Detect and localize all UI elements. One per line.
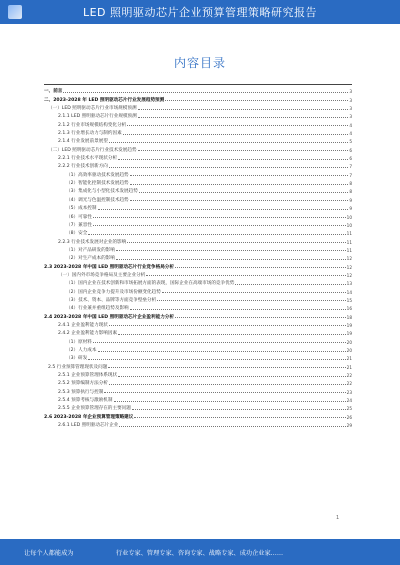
- toc-entry[interactable]: [44, 245, 352, 253]
- toc-leader-dots: [162, 292, 346, 293]
- toc-leader-dots: [63, 92, 348, 93]
- toc-entry-label: 2.5.4 预算考核与激励机制: [58, 398, 113, 404]
- toc-entry[interactable]: [44, 178, 352, 186]
- toc-entry-label: （3）技术、资本、品牌等方面竞争壁垒分析: [66, 297, 157, 303]
- toc-entry[interactable]: [44, 119, 352, 127]
- toc-entry-label: 2.6 2023-2028 年企业预算管理策略建议: [44, 414, 134, 420]
- toc-entry-label: （3）研发: [66, 356, 88, 362]
- toc-entry-page: 9: [349, 197, 352, 203]
- toc-entry[interactable]: [44, 270, 352, 278]
- toc-entry-page: 16: [346, 306, 352, 312]
- toc-entry-page: 20: [346, 348, 352, 353]
- toc-leader-dots: [118, 376, 346, 377]
- toc-entry-page: 9: [349, 206, 352, 212]
- toc-leader-dots: [127, 125, 348, 126]
- toc-leader-dots: [109, 384, 346, 385]
- toc-entry-page: 18: [346, 314, 352, 320]
- toc-leader-dots: [118, 159, 348, 160]
- toc-entry[interactable]: [44, 136, 352, 144]
- toc-leader-dots: [138, 117, 349, 118]
- toc-entry[interactable]: [44, 128, 352, 136]
- toc-entry-label: （6）可靠性: [66, 214, 92, 220]
- toc-leader-dots: [98, 209, 349, 210]
- toc-entry-label: 2.2.3 行业技术发展对企业的影响: [58, 239, 127, 245]
- toc-leader-dots: [235, 284, 345, 285]
- toc-leader-dots: [93, 217, 346, 218]
- toc-entry-label: 2.4.2 企业盈利能力影响因素: [58, 331, 118, 337]
- toc-entry[interactable]: [44, 103, 352, 111]
- toc-entry-label: 2.1.1 LED 照明驱动芯片行业规模预测: [58, 114, 137, 120]
- toc-entry[interactable]: [44, 386, 352, 394]
- toc-entry[interactable]: [44, 203, 352, 211]
- toc-entry-page: 5: [349, 139, 352, 145]
- toc-entry-page: 8: [349, 181, 352, 187]
- toc-entry[interactable]: [44, 420, 352, 428]
- toc-entry-label: （2）人力成本: [66, 348, 97, 353]
- toc-leader-dots: [109, 325, 346, 326]
- table-of-contents: [44, 86, 352, 428]
- toc-entry[interactable]: [44, 295, 352, 303]
- toc-entry-page: 25: [346, 406, 352, 412]
- toc-entry-page: 8: [349, 189, 352, 195]
- toc-entry-label: 2.1.2 行业市场规模结构变化分析: [58, 122, 127, 128]
- toc-leader-dots: [98, 351, 346, 352]
- toc-entry-page: 26: [346, 414, 352, 420]
- toc-entry[interactable]: [44, 111, 352, 119]
- toc-entry-label: 一、前言: [44, 89, 63, 95]
- toc-entry-label: （8）安全: [66, 231, 88, 237]
- toc-leader-dots: [127, 242, 345, 243]
- toc-leader-dots: [116, 250, 346, 251]
- toc-entry[interactable]: [44, 261, 352, 269]
- toc-entry[interactable]: [44, 94, 352, 102]
- toc-entry-page: 3: [349, 97, 352, 103]
- toc-entry[interactable]: [44, 253, 352, 261]
- toc-entry-page: 19: [346, 331, 352, 337]
- toc-entry-label: （1）对产品研发的影响: [66, 247, 115, 253]
- toc-entry[interactable]: [44, 411, 352, 419]
- toc-entry[interactable]: [44, 86, 352, 94]
- toc-leader-dots: [108, 367, 345, 368]
- toc-entry-label: 2.5 行业预算管理现状及问题: [48, 364, 108, 370]
- toc-leader-dots: [130, 200, 349, 201]
- toc-entry[interactable]: [44, 353, 352, 361]
- toc-entry-label: （1）原材料: [66, 339, 92, 345]
- toc-entry[interactable]: [44, 328, 352, 336]
- toc-leader-dots: [175, 317, 346, 318]
- toc-entry-label: （3）集成化与小型化技术发展趋势: [66, 189, 138, 195]
- toc-leader-dots: [175, 267, 346, 268]
- toc-leader-dots: [109, 167, 348, 168]
- toc-leader-dots: [130, 309, 346, 310]
- toc-entry-page: 19: [346, 322, 352, 328]
- toc-entry-page: 11: [346, 231, 352, 237]
- toc-entry-page: 10: [346, 222, 352, 228]
- toc-entry[interactable]: [44, 186, 352, 194]
- toc-entry-page: 22: [346, 373, 352, 379]
- toc-entry-page: 4: [349, 122, 352, 128]
- toc-entry-label: 2.6.1 LED 照明驱动芯片企业: [58, 423, 119, 429]
- toc-entry[interactable]: [44, 194, 352, 202]
- toc-leader-dots: [116, 259, 346, 260]
- footer-tagline: 行业专家、管理专家、咨询专家、战略专家、成功企业家……: [116, 549, 284, 557]
- toc-entry-page: 24: [346, 398, 352, 404]
- toc-leader-dots: [146, 275, 345, 276]
- toc-entry-label: （一）国内外市场竞争格局及主要企业分析: [58, 272, 146, 278]
- toc-entry-label: （1）高效率驱动技术发展趋势: [66, 172, 129, 178]
- toc-entry-page: 6: [349, 147, 352, 153]
- toc-entry-label: （一）LED 照明驱动芯片行业市场规模预测: [48, 106, 137, 112]
- toc-entry[interactable]: [44, 144, 352, 152]
- toc-entry-label: （5）成本控制: [66, 206, 97, 212]
- toc-entry[interactable]: [44, 153, 352, 161]
- toc-entry[interactable]: [44, 161, 352, 169]
- toc-entry-label: （4）调光与色温控制技术趋势: [66, 197, 129, 203]
- toc-entry[interactable]: [44, 336, 352, 344]
- toc-entry[interactable]: [44, 378, 352, 386]
- toc-entry-label: 二、2023-2028 年 LED 照明驱动芯片行业发展趋势预测: [44, 97, 165, 103]
- toc-entry[interactable]: [44, 403, 352, 411]
- report-header: [0, 0, 400, 24]
- toc-entry[interactable]: [44, 211, 352, 219]
- toc-entry-label: 2.4.1 企业盈利能力现状: [58, 322, 108, 328]
- toc-entry-page: 21: [346, 364, 352, 370]
- toc-entry[interactable]: [44, 220, 352, 228]
- toc-entry-label: 2.5.1 企业预算管理体系现状: [58, 373, 118, 379]
- toc-entry-label: 2.2.1 行业技术水平现状分析: [58, 156, 118, 162]
- toc-entry[interactable]: [44, 395, 352, 403]
- toc-leader-dots: [138, 150, 349, 151]
- toc-entry-page: 11: [346, 247, 352, 253]
- toc-entry-label: （2）智能化控制技术发展趋势: [66, 181, 129, 187]
- toc-entry-page: 21: [346, 356, 352, 362]
- toc-entry-label: 2.3 2023-2028 年中国 LED 照明驱动芯片行业竞争格局分析: [44, 264, 174, 270]
- toc-entry-label: （4）行业兼并重组趋势及影响: [66, 306, 129, 312]
- toc-leader-dots: [109, 142, 348, 143]
- toc-leader-dots: [132, 409, 346, 410]
- toc-entry[interactable]: [44, 361, 352, 369]
- toc-entry-page: 13: [346, 281, 352, 287]
- toc-entry-label: 2.5.3 预算执行与控制: [58, 389, 104, 395]
- toc-entry-label: 2.4 2023-2028 年中国 LED 照明驱动芯片企业盈利能力分析: [44, 314, 174, 320]
- toc-leader-dots: [118, 334, 346, 335]
- toc-entry[interactable]: [44, 370, 352, 378]
- toc-entry-page: 7: [349, 172, 352, 178]
- toc-leader-dots: [157, 300, 345, 301]
- toc-entry[interactable]: [44, 311, 352, 319]
- toc-leader-dots: [134, 417, 345, 418]
- toc-entry-page: 15: [346, 297, 352, 303]
- toc-leader-dots: [139, 192, 348, 193]
- toc-entry-label: 2.5.2 预算编制方法分析: [58, 381, 108, 387]
- toc-leader-dots: [93, 342, 346, 343]
- toc-entry-page: 3: [349, 114, 352, 120]
- toc-entry-page: 12: [346, 272, 352, 278]
- toc-entry-page: 3: [349, 89, 352, 95]
- toc-leader-dots: [88, 359, 345, 360]
- toc-entry-label: 2.1.3 行业增长动力与制约因素: [58, 131, 122, 137]
- report-title: LED 照明驱动芯片企业预算管理策略研究报告: [82, 6, 318, 19]
- toc-entry-page: 6: [349, 156, 352, 162]
- toc-entry-page: 14: [346, 289, 352, 295]
- toc-entry-label: （7）兼容性: [66, 222, 92, 228]
- toc-entry[interactable]: [44, 320, 352, 328]
- toc-entry-label: 2.2.2 行业技术创新方向: [58, 164, 108, 170]
- toc-entry[interactable]: [44, 286, 352, 294]
- toc-leader-dots: [123, 134, 349, 135]
- toc-leader-dots: [93, 225, 346, 226]
- toc-leader-dots: [88, 234, 345, 235]
- toc-entry-label: 2.1.4 行业发展前景展望: [58, 139, 108, 145]
- toc-entry-page: 23: [346, 389, 352, 395]
- toc-entry-label: （2）对生产成本的影响: [66, 256, 115, 262]
- page-number: 1: [336, 515, 340, 521]
- toc-top-rule: [44, 84, 352, 85]
- toc-leader-dots: [130, 175, 349, 176]
- toc-leader-dots: [104, 392, 345, 393]
- toc-leader-dots: [130, 184, 349, 185]
- toc-entry-page: 12: [346, 256, 352, 262]
- toc-entry-page: 10: [346, 214, 352, 220]
- toc-entry-page: 20: [346, 339, 352, 345]
- toc-entry-page: 11: [346, 239, 352, 245]
- footer-bar: [0, 539, 400, 565]
- toc-entry-page: 22: [346, 381, 352, 387]
- toc-entry-label: （1）国内企业在技术创新和市场拓展方面的表现，国际企业在高端市场的竞争优势: [66, 281, 235, 287]
- toc-leader-dots: [114, 401, 346, 402]
- toc-heading: 内容目录: [173, 56, 226, 70]
- toc-leader-dots: [165, 100, 348, 101]
- footer-slogan: 让每个人都能成为: [24, 549, 74, 557]
- toc-entry-page: 4: [349, 131, 352, 137]
- toc-entry-label: （二）LED 照明驱动芯片行业技术发展趋势: [48, 147, 137, 153]
- toc-entry-page: 29: [346, 423, 352, 429]
- toc-entry-label: （2）国内企业竞争力提升及市场份额变化趋势: [66, 289, 161, 295]
- toc-entry-page: 3: [349, 106, 352, 112]
- toc-entry[interactable]: [44, 345, 352, 353]
- toc-entry[interactable]: [44, 228, 352, 236]
- toc-entry[interactable]: [44, 278, 352, 286]
- toc-entry[interactable]: [44, 169, 352, 177]
- toc-entry-page: 7: [349, 164, 352, 170]
- toc-leader-dots: [138, 109, 349, 110]
- toc-entry[interactable]: [44, 303, 352, 311]
- logo-icon: [8, 5, 22, 19]
- toc-leader-dots: [119, 426, 345, 427]
- toc-entry-page: 12: [346, 264, 352, 270]
- toc-entry[interactable]: [44, 236, 352, 244]
- toc-entry-label: 2.5.5 企业预算管理存在的主要问题: [58, 406, 131, 412]
